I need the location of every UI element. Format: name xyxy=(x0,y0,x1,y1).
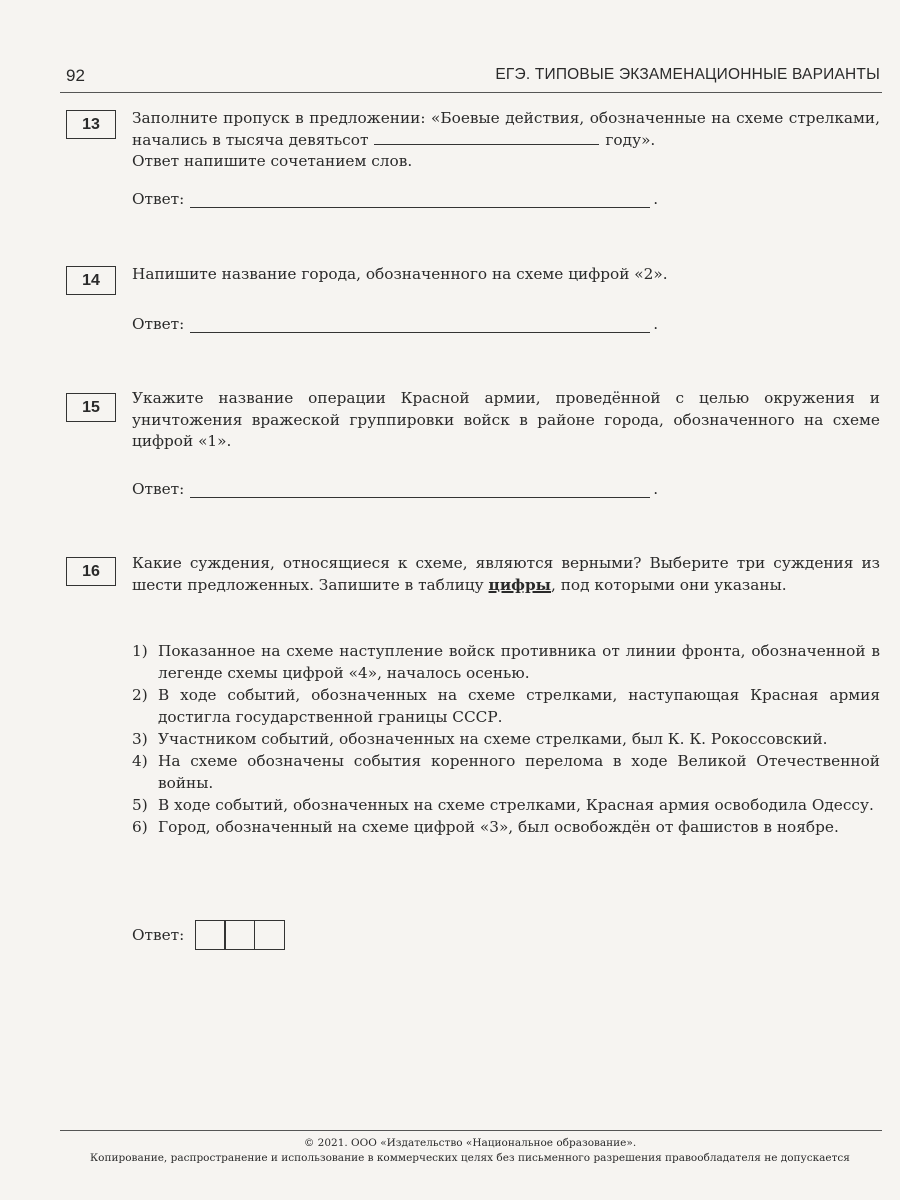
question-15-prompt: Укажите название операции Красной армии, проведённой с целью окружения и уничтожения вражеской группировки войск в районе города, обозначенного на схеме цифрой «1». xyxy=(132,389,880,450)
answer-label: Ответ: xyxy=(132,190,185,208)
item-number: 1) xyxy=(132,642,148,660)
item-text: Город, обозначенный на схеме цифрой «3», был освобождён от фашистов в ноябре. xyxy=(158,818,839,836)
answer-label: Ответ: xyxy=(132,315,185,333)
answer-line[interactable] xyxy=(190,191,650,208)
question-number-box: 15 xyxy=(66,393,116,422)
question-13-instruction: Ответ напишите сочетанием слов. xyxy=(132,152,413,170)
item-text: На схеме обозначены события коренного перелома в ходе Великой Отечественной войны. xyxy=(158,752,880,792)
page-number: 92 xyxy=(66,66,85,85)
answer-cell[interactable] xyxy=(195,920,226,950)
question-13-prompt: Заполните пропуск в предложении: «Боевые действия, обозначенные на схеме стрелками, начались в тысяча девятьсот xyxy=(132,109,880,149)
list-item xyxy=(132,816,880,838)
question-number-box: 16 xyxy=(66,557,116,586)
emphasis-word: цифры xyxy=(488,576,552,594)
item-text: В ходе событий, обозначенных на схеме стрелками, Красная армия освободила Одессу. xyxy=(158,796,874,814)
answer-cells[interactable] xyxy=(196,920,285,950)
item-number: 2) xyxy=(132,686,148,704)
question-13-prompt-end: году». xyxy=(605,130,656,149)
list-item xyxy=(132,640,880,684)
item-number: 6) xyxy=(132,818,148,836)
answer-line[interactable] xyxy=(190,316,650,333)
question-number-box: 14 xyxy=(66,266,116,295)
answer-line[interactable] xyxy=(190,481,650,498)
question-15-text xyxy=(132,388,880,453)
answer-cell[interactable] xyxy=(254,920,285,950)
list-item xyxy=(132,750,880,794)
item-text: Участником событий, обозначенных на схеме стрелками, был К. К. Рокоссовский. xyxy=(158,730,828,748)
running-header-title: ЕГЭ. ТИПОВЫЕ ЭКЗАМЕНАЦИОННЫЕ ВАРИАНТЫ xyxy=(495,66,880,83)
question-16-prompt: Какие суждения, относящиеся к схеме, являются верными? Выберите три суждения из шести предложенных. Запишите в таблицу xyxy=(132,554,880,594)
answer-label: Ответ: xyxy=(132,480,185,498)
question-13-text xyxy=(132,108,880,173)
question-number-box: 13 xyxy=(66,110,116,139)
item-number: 5) xyxy=(132,796,148,814)
inline-blank xyxy=(374,130,599,145)
answer-field-15[interactable]: Ответ: . xyxy=(132,480,659,498)
list-item xyxy=(132,728,880,750)
footer-copyright: © 2021. ООО «Издательство «Национальное образование». xyxy=(303,1137,637,1149)
statement-list xyxy=(132,640,880,838)
answer-field-14[interactable]: Ответ: . xyxy=(132,315,659,333)
list-item xyxy=(132,684,880,728)
answer-field-16[interactable] xyxy=(132,920,285,950)
question-14-text: Напишите название города, обозначенного на схеме цифрой «2». xyxy=(132,265,668,283)
answer-cell[interactable] xyxy=(224,920,255,950)
item-number: 3) xyxy=(132,730,148,748)
list-item xyxy=(132,794,880,816)
answer-field-13[interactable]: Ответ: . xyxy=(132,190,659,208)
question-16-prompt-end: , под которыми они указаны. xyxy=(551,576,787,594)
question-16-text xyxy=(132,552,880,596)
footer-divider xyxy=(60,1130,882,1131)
item-text: В ходе событий, обозначенных на схеме стрелками, наступающая Красная армия достигла государственной границы СССР. xyxy=(158,686,880,726)
item-number: 4) xyxy=(132,752,148,770)
item-text: Показанное на схеме наступление войск противника от линии фронта, обозначенной в легенде схемы цифрой «4», началось осенью. xyxy=(158,642,880,682)
header-divider xyxy=(60,92,882,93)
answer-label: Ответ: xyxy=(132,926,185,944)
footer-notice: Копирование, распространение и использование в коммерческих целях без письменного разрешения правообладателя не допускается xyxy=(90,1152,850,1164)
